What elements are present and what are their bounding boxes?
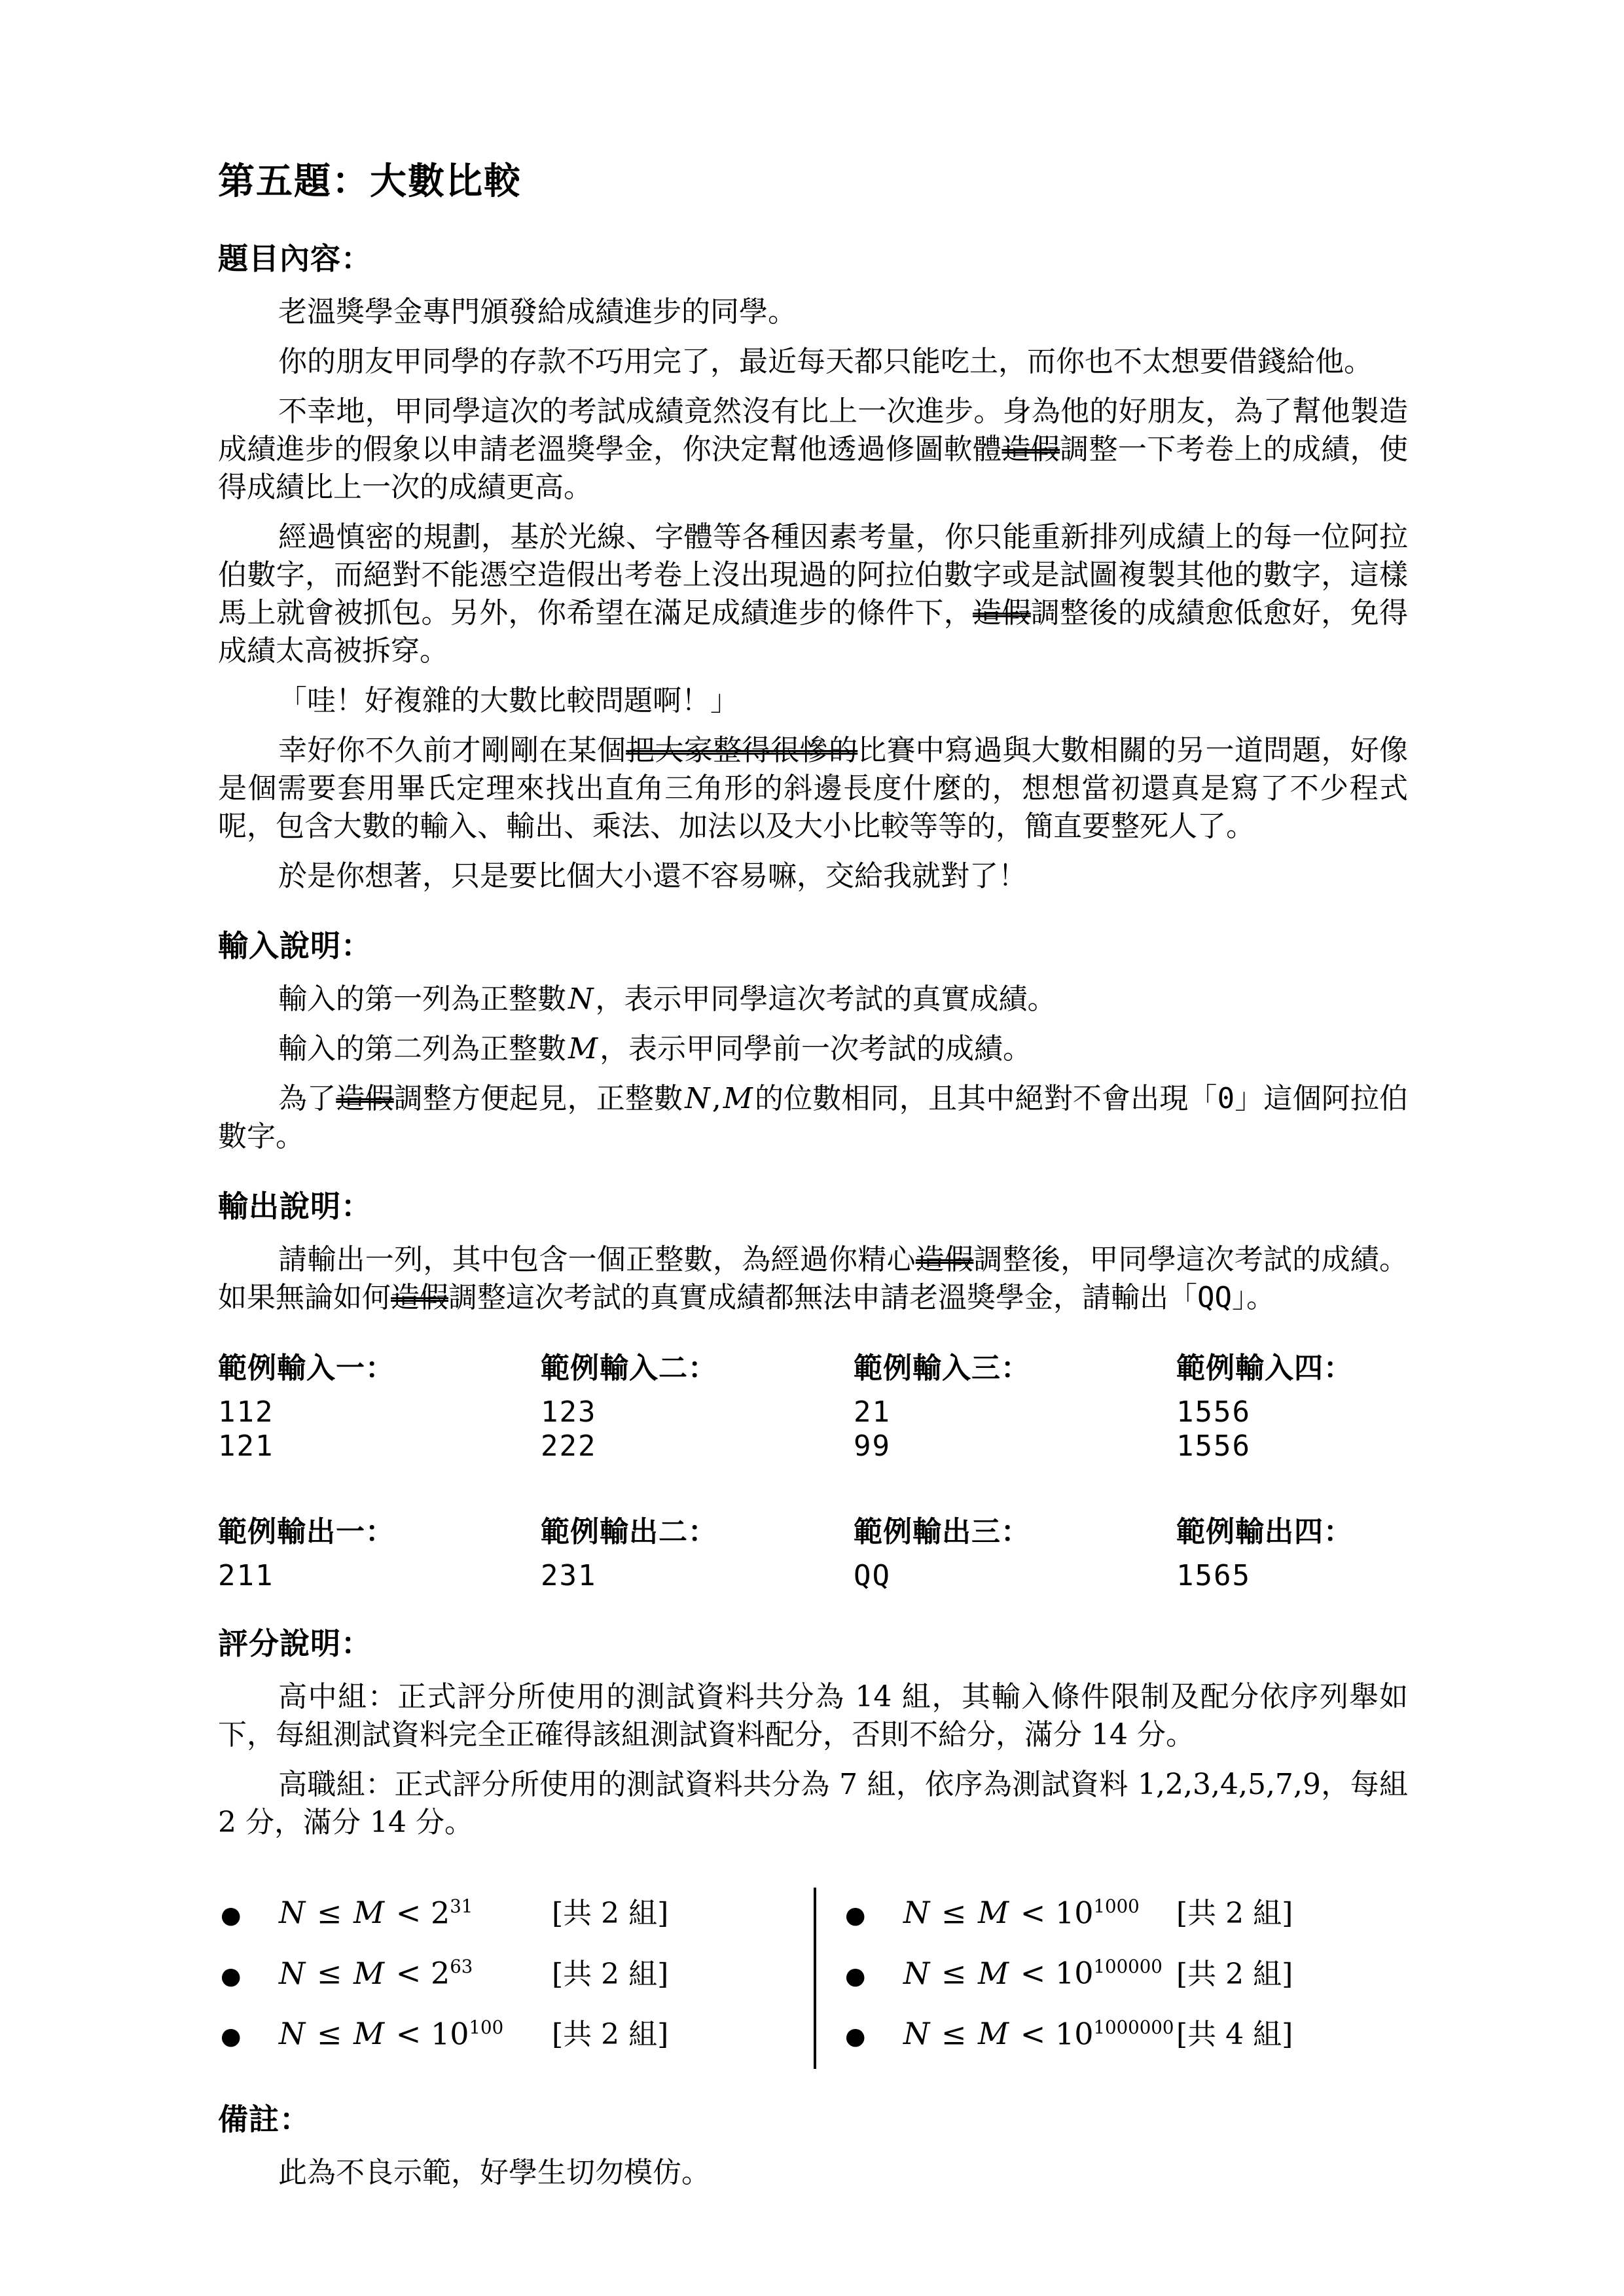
statement-paragraph: 經過慎密的規劃，基於光線、字體等各種因素考量，你只能重新排列成績上的每一位阿拉伯數字，而絕對不能憑空造假出考卷上沒出現過的阿拉伯數字或是試圖複製其他的數字，這樣馬上就會被抓包。另外，你希望在滿足成績進步的條件下，造假調整後的成績愈低愈好，免得成績太高被拆穿。 (218, 520, 1409, 668)
code-line: 121 (218, 1429, 274, 1463)
subtask-group-count: [共 4 組] (1176, 2017, 1293, 2051)
statement-paragraph: 你的朋友甲同學的存款不巧用完了，最近每天都只能吃土，而你也不太想要借錢給他。 (278, 345, 1373, 378)
subtask-group-count: [共 2 組] (1176, 1957, 1293, 1991)
subtask-constraint: $N \le M < 10^{1000}$ (903, 1895, 1140, 1931)
subtask-item (845, 1888, 1405, 1935)
subtask-constraint: $N \le M < 10^{100000}$ (903, 1955, 1163, 1991)
statement-heading: 題目內容： (218, 241, 372, 276)
subtask-item (221, 1888, 814, 1935)
sample-output-1 (218, 1513, 541, 1593)
subtask-constraint: $N \le M < 2^{63}$ (279, 1955, 473, 1991)
code-line: 1556 (1176, 1429, 1251, 1463)
code-line: 1565 (1176, 1559, 1251, 1592)
sample-output-1-value (218, 1559, 541, 1593)
scoring-paragraph: 高職組：正式評分所使用的測試資料共分為 7 組，依序為測試資料 1,2,3,4,5,7,9，每組 2 分，滿分 14 分。 (218, 1768, 1408, 1839)
sample-output-2 (541, 1513, 854, 1593)
subtask-item (845, 1948, 1405, 1995)
sample-output-3 (854, 1513, 1176, 1593)
subtask-group-count: [共 2 組] (552, 1897, 669, 1931)
bullet-icon: ● (845, 2022, 866, 2050)
code-line: 222 (541, 1429, 597, 1463)
subtask-group-count: [共 2 組] (552, 1957, 669, 1991)
sample-input-4 (1176, 1350, 1408, 1463)
input-spec-paragraph: 輸入的第二列為正整數M，表示甲同學前一次考試的成績。 (278, 1032, 1032, 1066)
code-line: QQ (854, 1559, 891, 1592)
subtask-item (221, 1948, 814, 1995)
notes-paragraph: 此為不良示範，好學生切勿模仿。 (278, 2155, 710, 2189)
sample-input-1-label: 範例輸入一： (218, 1352, 395, 1385)
sample-output-3-label: 範例輸出三： (854, 1515, 1030, 1549)
statement-paragraph: 於是你想著，只是要比個大小還不容易嘛，交給我就對了！ (278, 859, 1027, 893)
code-line: 99 (854, 1429, 891, 1463)
subtask-column-right (816, 1888, 1405, 2069)
bullet-icon: ● (845, 1902, 866, 1929)
code-line: 21 (854, 1395, 891, 1429)
sample-outputs-row (218, 1513, 1408, 1593)
input-spec-heading: 輸入說明： (218, 928, 372, 963)
input-spec-paragraph: 為了造假調整方便起見，正整數N,M的位數相同，且其中絕對不會出現「0」這個阿拉伯數字。 (218, 1082, 1409, 1153)
subtask-column-left (218, 1888, 814, 2069)
sample-input-4-label: 範例輸入四： (1176, 1352, 1353, 1385)
sample-input-4-value (1176, 1395, 1408, 1463)
sample-input-3 (854, 1350, 1176, 1463)
input-spec-paragraph: 輸入的第一列為正整數N，表示甲同學這次考試的真實成績。 (278, 982, 1056, 1016)
statement-paragraph: 不幸地，甲同學這次的考試成績竟然沒有比上一次進步。身為他的好朋友，為了幫他製造成績進步的假象以申請老溫獎學金，你決定幫他透過修圖軟體造假調整一下考卷上的成績，使得成績比上一次的成績更高。 (218, 395, 1409, 504)
subtask-item (845, 2009, 1405, 2056)
sample-output-2-label: 範例輸出二： (541, 1515, 717, 1549)
sample-input-2-label: 範例輸入二： (541, 1352, 717, 1385)
subtask-group-count: [共 2 組] (552, 2017, 669, 2051)
scoring-paragraph: 高中組：正式評分所使用的測試資料共分為 14 組，其輸入條件限制及配分依序列舉如下，每組測試資料完全正確得該組測試資料配分，否則不給分，滿分 14 分。 (218, 1680, 1408, 1751)
bullet-icon: ● (221, 1902, 242, 1929)
subtask-group-count: [共 2 組] (1176, 1897, 1293, 1931)
subtask-constraint: $N \le M < 10^{100}$ (279, 2015, 504, 2051)
sample-input-3-value (854, 1395, 1176, 1463)
statement-paragraph: 老溫獎學金專門頒發給成績進步的同學。 (278, 295, 797, 329)
subtask-constraint: $N \le M < 2^{31}$ (279, 1895, 473, 1931)
sample-input-3-label: 範例輸入三： (854, 1352, 1030, 1385)
code-line: 231 (541, 1559, 597, 1592)
output-spec-heading: 輸出說明： (218, 1189, 372, 1224)
code-line: 1556 (1176, 1395, 1251, 1429)
sample-input-1 (218, 1350, 541, 1463)
sample-output-1-label: 範例輸出一： (218, 1515, 395, 1549)
bullet-icon: ● (845, 1962, 866, 1990)
subtask-list (218, 1888, 1408, 2069)
notes-heading: 備註： (218, 2101, 310, 2137)
output-spec-paragraph: 請輸出一列，其中包含一個正整數，為經過你精心造假調整後，甲同學這次考試的成績。如果無論如何造假調整這次考試的真實成績都無法申請老溫獎學金，請輸出「QQ」。 (218, 1243, 1409, 1314)
statement-paragraph: 「哇！好複雜的大數比較問題啊！」 (278, 684, 739, 717)
sample-output-3-value (854, 1559, 1176, 1593)
sample-input-1-value (218, 1395, 541, 1463)
subtask-constraint: $N \le M < 10^{1000000}$ (903, 2015, 1174, 2051)
bullet-icon: ● (221, 2022, 242, 2050)
sample-output-4-value (1176, 1559, 1408, 1593)
sample-output-2-value (541, 1559, 854, 1593)
code-line: 112 (218, 1395, 274, 1429)
scoring-heading: 評分說明： (218, 1626, 372, 1661)
sample-inputs-row (218, 1350, 1408, 1463)
sample-input-2-value (541, 1395, 854, 1463)
statement-paragraph: 幸好你不久前才剛剛在某個把大家整得很慘的比賽中寫過與大數相關的另一道問題，好像是個需要套用畢氏定理來找出直角三角形的斜邊長度什麼的，想想當初還真是寫了不少程式呢，包含大數的輸入、輸出、乘法、加法以及大小比較等等的，簡直要整死人了。 (218, 734, 1409, 843)
subtask-item (221, 2009, 814, 2056)
sample-input-2 (541, 1350, 854, 1463)
page-title: 第五題：大數比較 (218, 160, 522, 203)
code-line: 123 (541, 1395, 597, 1429)
bullet-icon: ● (221, 1962, 242, 1990)
sample-output-4 (1176, 1513, 1408, 1593)
code-line: 211 (218, 1559, 274, 1592)
sample-output-4-label: 範例輸出四： (1176, 1515, 1353, 1549)
